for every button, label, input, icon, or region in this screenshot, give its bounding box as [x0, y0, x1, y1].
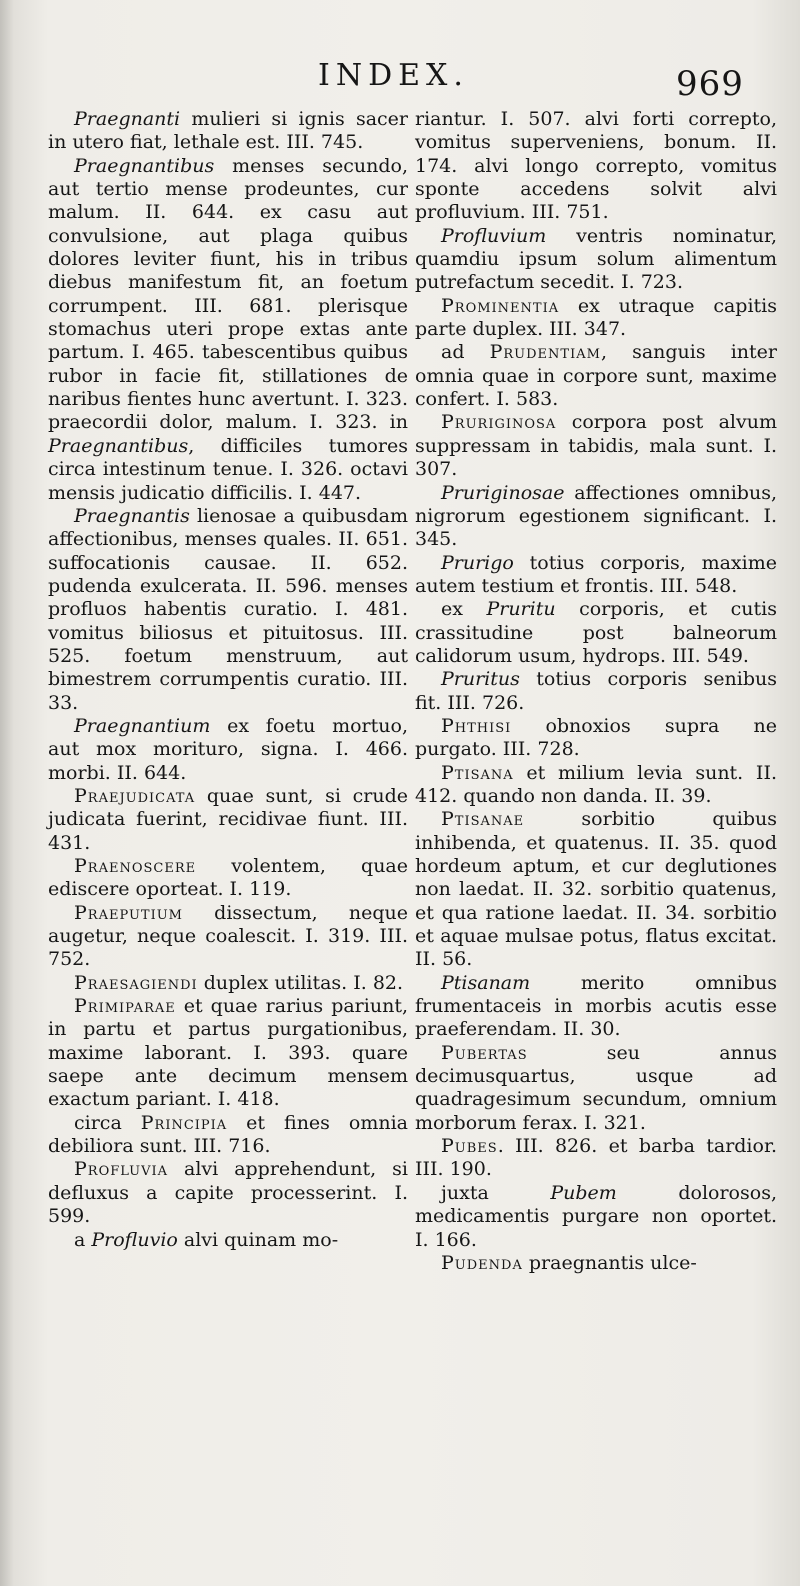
entry-text: dolorosos, medicamentis purgare non oportet. I. 166.: [415, 1181, 777, 1251]
entry-headword: Profluvio: [91, 1228, 178, 1251]
entry-headword: Pruritus: [441, 668, 520, 691]
entry-text: sorbitio quibus inhibenda, et quatenus. II. 35. quod hordeum aptum, et cur deglutiones non laedat. II. 32. sorbitio quatenus, et qua ratione laedat. II. 34. sorbitio et aquae mulsae potus, flatus excitat. II. 56.: [415, 808, 777, 971]
entry-headword: Praenoscere: [74, 855, 197, 877]
entry-headword: Praegnantibus: [74, 154, 215, 177]
index-entry: [48, 902, 408, 972]
index-entry: [48, 715, 408, 785]
entry-headword: Ptisanae: [441, 808, 525, 831]
entry-text: volentem, quae ediscere oporteat. I. 119.: [48, 855, 408, 901]
index-entry: [48, 1112, 408, 1159]
page-shadow: [0, 0, 14, 1586]
right-column: [415, 108, 777, 1275]
entry-text: . III. 826. et barba tardior. III. 190.: [415, 1135, 777, 1181]
entry-prefix: a: [74, 1228, 92, 1251]
entry-text: lienosae a quibusdam affectionibus, menses quales. II. 651. suffocationis causae. II. 652. pudenda exulcerata. II. 596. menses profluos habentis curatio. I. 481. vomitus biliosus et pituitosus. III. 525. foetum menstruum, aut bimestrem corrumpentis curatio. III. 33.: [48, 504, 408, 714]
entry-headword: Praeputium: [74, 901, 183, 924]
index-entry: [415, 225, 777, 295]
entry-headword: Praegnantium: [74, 714, 211, 737]
index-entry: [415, 108, 777, 225]
entry-headword: Pruriginosae: [441, 481, 565, 504]
entry-text: obnoxios supra ne purgato. III. 728.: [415, 714, 777, 761]
index-entry: [415, 598, 777, 668]
entry-prefix: juxta: [441, 1181, 551, 1204]
entry-prefix: circa: [74, 1111, 141, 1134]
index-entry: [48, 108, 408, 155]
entry-text: dissectum, neque augetur, neque coalescit. I. 319. III. 752.: [48, 901, 408, 971]
entry-text: menses secundo, aut tertio mense prodeuntes, cur malum. II. 644. ex casu aut convulsione, aut plaga quibus dolores leviter fiunt, his in tribus diebus manifestum fit, an foetum corrumpent. III. 681. plerisque stomachus uteri prope extas ante partum. I. 465. tabescentibus quibus rubor in facie fit, stillationes de naribus fientes hunc avertunt. I. 323. praecordii dolor, malum. I. 323. in: [48, 154, 408, 434]
entry-headword: Prominentia: [441, 294, 560, 317]
index-entry: [48, 155, 408, 505]
entry-text: ventris nominatur, quamdiu ipsum solum alimentum putrefactum secedit. I. 723.: [415, 224, 777, 294]
entry-text: ex utraque capitis parte duplex. III. 347.: [415, 294, 777, 341]
entry-text: , difficiles tumores circa intestinum tenue. I. 326. octavi mensis judicatio difficilis. I. 447.: [48, 434, 408, 504]
entry-text: riantur. I. 507. alvi forti correpto, vomitus superveniens, bonum. II. 174. alvi longo correpto, vomitus sponte accedens solvit alvi profluvium. III. 751.: [415, 108, 777, 224]
running-title: INDEX.: [318, 58, 469, 93]
entry-headword: Principia: [140, 1111, 228, 1134]
entry-text: et milium levia sunt. II. 412. quando non danda. II. 39.: [415, 761, 777, 807]
entry-text: seu annus decimusquartus, usque ad quadragesimum secundum, omnium morborum ferax. I. 321.: [415, 1041, 777, 1134]
index-entry: [415, 482, 777, 552]
index-entry: [415, 341, 777, 411]
entry-text: quae sunt, si crude judicata fuerint, recidivae fiunt. III. 431.: [48, 784, 408, 854]
entry-headword: Ptisanam: [441, 971, 531, 994]
index-entry: [415, 762, 777, 809]
index-entry: [415, 715, 777, 762]
index-entry: [48, 855, 408, 902]
index-entry: [415, 808, 777, 971]
entry-text: et fines omnia debiliora sunt. III. 716.: [48, 1111, 408, 1158]
left-column: [48, 108, 408, 1252]
index-entry: [415, 552, 777, 599]
entry-text: et quae rarius pariunt, in partu et partus purgationibus, maxime laborant. I. 393. quare saepe ante decimum mensem exactum pariant. I. 418.: [48, 995, 408, 1111]
entry-headword: Profluvia: [74, 1158, 169, 1181]
entry-headword: Pubes: [441, 1135, 498, 1158]
entry-headword: Ptisana: [441, 761, 514, 784]
entry-text: totius corporis, maxime autem testium et frontis. III. 548.: [415, 551, 777, 597]
index-entry: [48, 972, 408, 995]
index-entry: [48, 505, 408, 715]
entry-text: , sanguis inter omnia quae in corpore sunt, maxime confert. I. 583.: [415, 341, 778, 411]
entry-headword: Prurigo: [441, 551, 514, 574]
entry-headword: Prudentiam: [489, 341, 601, 364]
entry-headword: Praegnantis: [74, 504, 190, 527]
entry-text: totius corporis senibus fit. III. 726.: [415, 668, 777, 714]
entry-text: corporis, et cutis crassitudine post balneorum calidorum usum, hydrops. III. 549.: [415, 598, 777, 667]
entry-headword: Pubem: [550, 1181, 617, 1204]
entry-text: corpora post alvum suppressam in tabidis, mala sunt. I. 307.: [415, 411, 777, 481]
entry-text: praegnantis ulce-: [522, 1251, 697, 1274]
entry-text: duplex utilitas. I. 82.: [197, 971, 404, 994]
index-entry: [415, 1135, 777, 1182]
index-entry: [48, 785, 408, 855]
page-header: [0, 58, 800, 108]
entry-headword: Pruritu: [486, 598, 556, 621]
page-number: 969: [676, 64, 744, 104]
entry-headword: Pubertas: [441, 1041, 528, 1064]
entry-headword: Praejudicata: [74, 784, 196, 807]
index-entry: [415, 411, 777, 481]
entry-text: alvi quinam mo-: [177, 1228, 339, 1251]
entry-text: mulieri si ignis sacer in utero fiat, lethale est. III. 745.: [48, 108, 408, 154]
entry-headword: Praegnanti: [74, 108, 181, 130]
index-entry: [415, 1252, 777, 1275]
entry-emphasis: Praegnantibus: [48, 434, 189, 457]
index-entry: [48, 1229, 408, 1252]
entry-headword: Profluvium: [441, 224, 547, 247]
entry-headword: Phthisi: [441, 714, 512, 737]
entry-prefix: ex: [441, 598, 487, 621]
entry-text: ex foetu mortuo, aut mox morituro, signa. I. 466. morbi. II. 644.: [48, 714, 408, 784]
index-entry: [415, 1042, 777, 1135]
entry-prefix: ad: [441, 341, 490, 364]
entry-text: affectiones omnibus, nigrorum egestionem significant. I. 345.: [415, 481, 777, 551]
index-entry: [415, 972, 777, 1042]
index-entry: [48, 1158, 408, 1228]
entry-headword: Pudenda: [441, 1251, 523, 1274]
index-entry: [415, 1182, 777, 1252]
entry-headword: Primiparae: [74, 995, 176, 1018]
index-entry: [48, 995, 408, 1112]
index-entry: [415, 668, 777, 715]
entry-headword: Pruriginosa: [441, 411, 557, 434]
index-entry: [415, 295, 777, 342]
entry-text: merito omnibus frumentaceis in morbis acutis esse praeferendam. II. 30.: [415, 971, 777, 1041]
entry-headword: Praesagiendi: [74, 971, 198, 994]
entry-text: alvi apprehendunt, si defluxus a capite processerint. I. 599.: [48, 1158, 408, 1228]
